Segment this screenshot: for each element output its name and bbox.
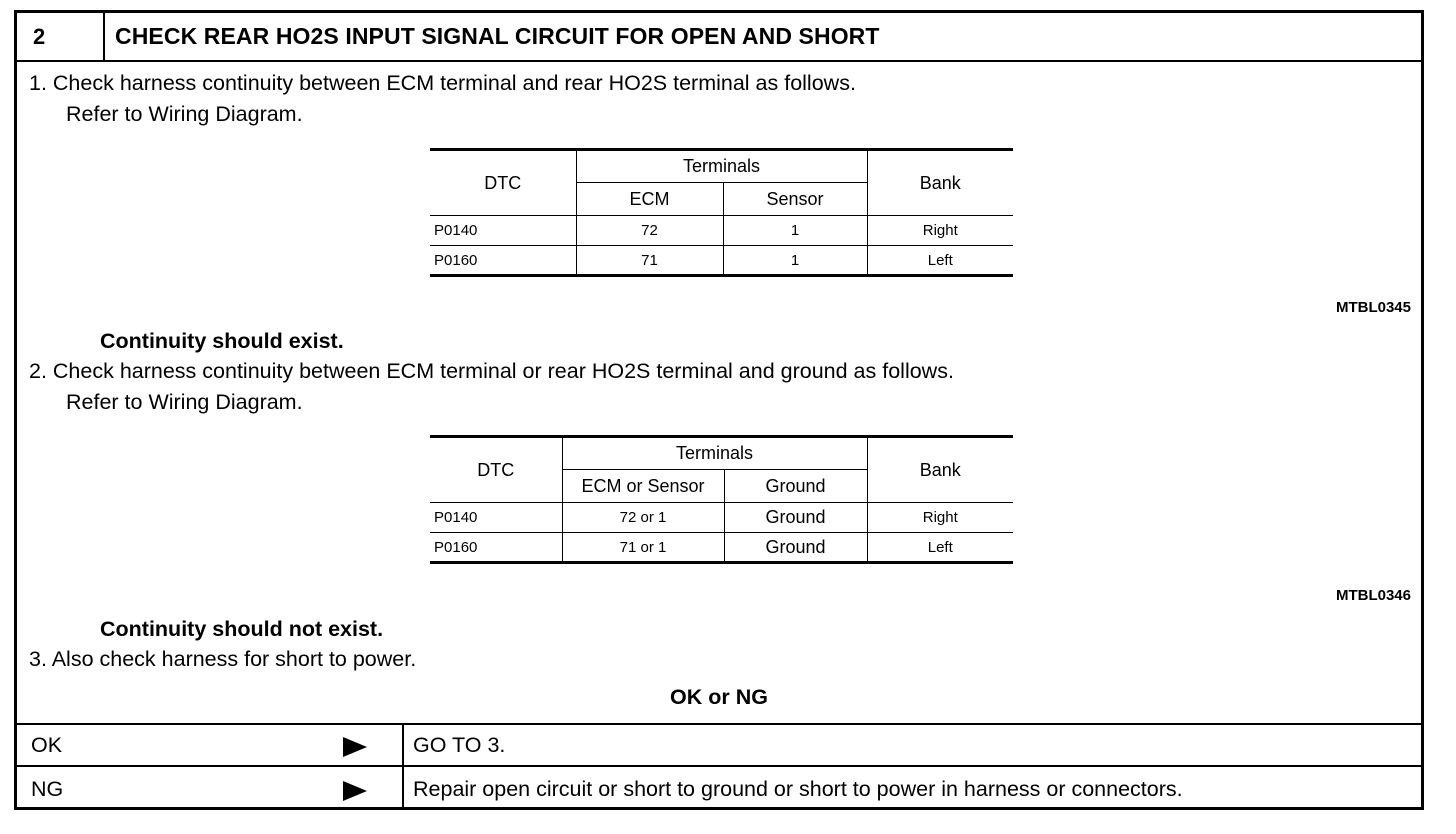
procedure-sheet — [14, 10, 1424, 810]
step3-instruction: 3. Also check harness for short to power. — [29, 647, 417, 671]
ground-cell: Ground — [724, 503, 867, 533]
sensor-cell: 1 — [723, 246, 867, 276]
table-header-ground: Ground — [724, 470, 867, 503]
ng-label: NG — [31, 777, 64, 801]
dtc-cell: P0140 — [430, 503, 562, 533]
sensor-cell: 1 — [723, 216, 867, 246]
step1-expected-result: Continuity should exist. — [100, 329, 344, 353]
ok-label: OK — [31, 733, 63, 757]
step-title: CHECK REAR HO2S INPUT SIGNAL CIRCUIT FOR OPEN AND SHORT — [115, 23, 880, 49]
ecm-or-sensor-cell: 72 or 1 — [562, 503, 724, 533]
step1-refer: Refer to Wiring Diagram. — [66, 102, 303, 126]
bank-cell: Left — [927, 251, 953, 269]
step2-expected-result: Continuity should not exist. — [100, 617, 384, 641]
table-header-dtc: DTC — [430, 437, 562, 503]
table-row — [430, 533, 1013, 563]
table-row — [430, 246, 1013, 276]
table-header-bank: Bank — [867, 150, 1013, 216]
table-header-bank: Bank — [867, 437, 1013, 503]
dtc-cell: P0160 — [430, 246, 576, 276]
ng-action: Repair open circuit or short to ground or short to power in harness or connectors. — [413, 777, 1183, 801]
step1-instruction: 1. Check harness continuity between ECM terminal and rear HO2S terminal as follows. — [29, 71, 856, 95]
dtc-cell: P0140 — [430, 216, 576, 246]
table-ref-code: MTBL0346 — [1335, 587, 1411, 604]
step2-refer: Refer to Wiring Diagram. — [66, 390, 303, 414]
ok-action: GO TO 3. — [413, 733, 506, 757]
table-header-terminals: Terminals — [576, 150, 867, 183]
ok-result-row — [17, 723, 1421, 765]
bank-cell: Right — [867, 216, 1013, 246]
bank-cell: Left — [927, 538, 953, 556]
step1-terminal-table — [430, 148, 1013, 277]
ecm-cell: 71 — [576, 246, 723, 276]
ng-result-row — [17, 765, 1421, 810]
table-row — [430, 216, 1013, 246]
table-ref-code: MTBL0345 — [1335, 299, 1411, 316]
ecm-cell: 72 — [576, 216, 723, 246]
bank-cell: Right — [867, 503, 1013, 533]
table-header-ecm-or-sensor: ECM or Sensor — [562, 470, 724, 503]
ecm-or-sensor-cell: 71 or 1 — [562, 533, 724, 563]
step2-instruction: 2. Check harness continuity between ECM terminal or rear HO2S terminal and ground as follows. — [29, 359, 954, 383]
step-number: 2 — [17, 13, 105, 60]
arrow-right-icon — [343, 781, 367, 801]
table-header-dtc: DTC — [430, 150, 576, 216]
header-row — [17, 13, 1421, 62]
step2-terminal-table — [430, 435, 1013, 564]
arrow-right-icon — [343, 737, 367, 757]
ok-or-ng-label: OK or NG — [670, 685, 768, 709]
table-row — [430, 503, 1013, 533]
dtc-cell: P0160 — [430, 533, 562, 563]
table-header-terminals: Terminals — [562, 437, 867, 470]
table-header-sensor: Sensor — [723, 183, 867, 216]
ground-cell: Ground — [724, 533, 867, 563]
table-header-ecm: ECM — [576, 183, 723, 216]
